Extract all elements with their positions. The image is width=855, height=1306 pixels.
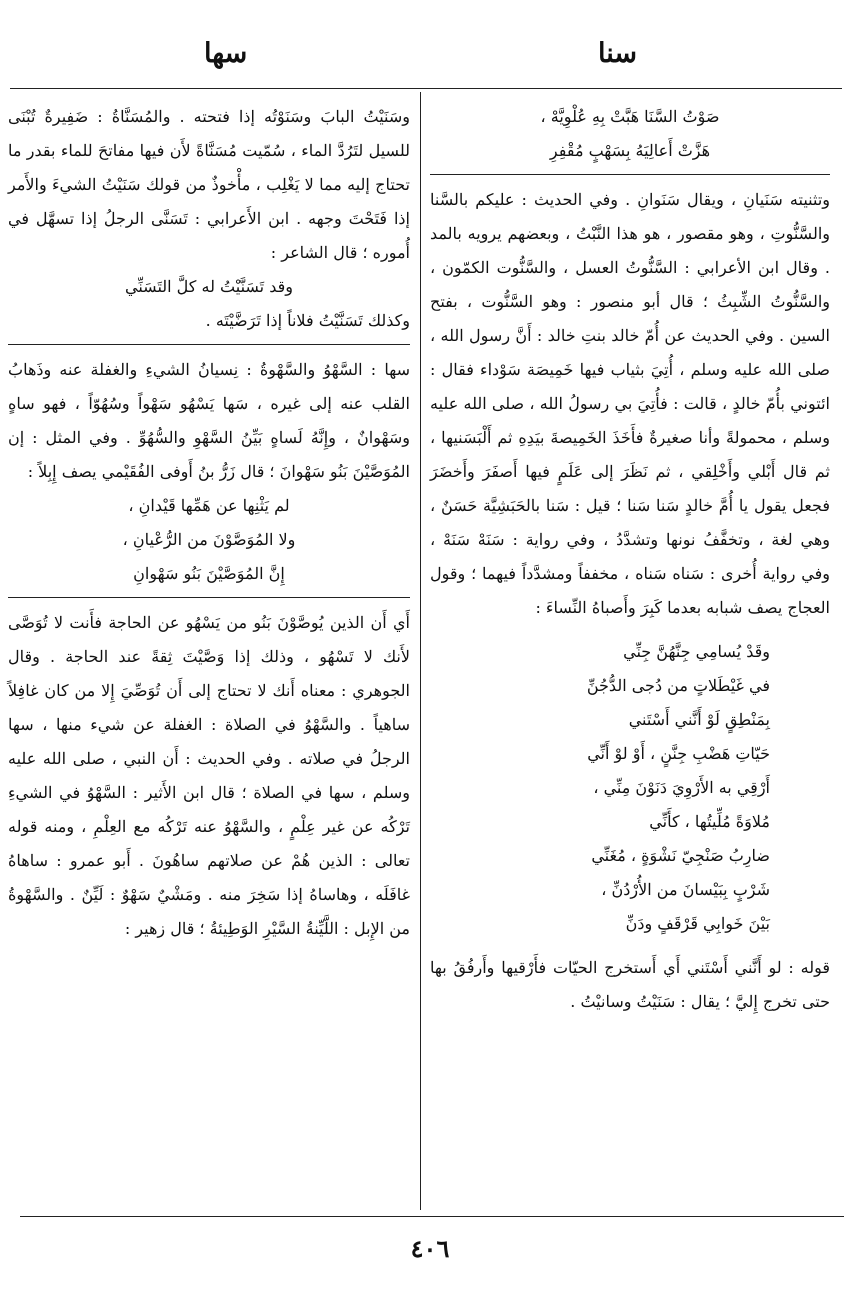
verse-line: لم يَثْنِها عن هَمِّها قَيْدانِ ، [128, 496, 290, 515]
verse-line: مُلاوَةً مُلِّيتُها ، كأَنِّي [649, 812, 770, 831]
verse-line: أَرْقِي به الأَرْوِيَ دَنَوْنَ مِنِّي ، [593, 778, 770, 797]
entry-paragraph: وكذلك تَسَنَّيْتُ فلاناً إذا تَرَضَّيْتَه . [205, 311, 410, 330]
entry-paragraph: قوله : لو أَنَّني أَسْتَني أَي أَستخرج الحيّات فأَرْقيها وأَرفُقُ بها حتى تخرج إِليَّ ؛ يقال : سَنَيْتُ وسانيْتُ . [430, 958, 830, 1011]
verse-line: شَرْبٍ بِبَيْسانَ من الأُرْدُنِّ ، [601, 880, 770, 899]
section-rule [430, 174, 830, 175]
right-column [430, 100, 830, 1019]
verse-line: ولا المُوَصَّوْنَ من الرُّعْيانِ ، [122, 530, 296, 549]
entry-paragraph: وسَنَيْتُ البابَ وسَنَوْتُه إذا فتحته . والمُسَنَّاةُ : ضَفِيرةٌ تُبْنَى للسيل لتَرُدَّ الماء ، سُمّيت مُسَنَّاةً لأَن فيها مفاتحَ للماء بقدر ما تحتاج إليه مما لا يَغْلِب ، مأْخوذٌ من قولك سَنَيْتُ الشيءَ والأَمر إذا فَتَحْتَ وجهه . ابن الأَعرابي : تَسَنَّى الرجلُ إذا تسهَّل في أُموره ؛ قال الشاعر : [8, 107, 411, 262]
entry-paragraph-saha: سها : السَّهْوُ والسَّهْوةُ : نِسيانُ الشيءِ والغفلة عنه وذَهابُ القلب عنه إلى غيره ، سَها يَسْهُو سَهْواً وسُهُوّاً ، فهو ساهٍ وسَهْوانٌ ، وإِنَّهُ لَساهٍ بَيِّنُ السَّهْوِ والسُّهُوِّ . وفي المثل : إن المُوَصَّيْنَ بَنُو سَهْوانَ ؛ قال زَرُّ بنُ أَوفى الفُقَيْمي يصف إِبِلاً : [8, 360, 410, 481]
page-number: ٤٠٦ [410, 1234, 450, 1263]
verse-line: وقَدْ يُسامِي جِنَّهُنَّ جِنِّي [623, 642, 770, 661]
left-column [8, 100, 410, 946]
verse-line: إِنَّ المُوَصَّيْنَ بَنُو سَهْوانِ [133, 564, 285, 583]
top-rule [10, 88, 842, 89]
entry-paragraph: أَي أَن الذين يُوصَّوْنَ بَنُو من يَسْهُو عن الحاجة فأَنت لا تُوَصَّى لأَنك لا تَسْهُو ، وذلك إذا وَصَّيْتَ ثِقةً عند الحاجة . وقال الجوهري : معناه أَنك لا تحتاج إلى أَن تُوَصِّيَ إِلا من كان غافِلاً ساهياً . والسَّهْوُ في الصلاة : الغفلة عن شيء منها ، سها الرجلُ في صلاته . وفي الحديث : أَن النبي ، صلى الله عليه وسلم ، سها في الصلاة ؛ قال ابن الأَثير : السَّهْوُ في الشيءِ تَرْكُه عن غير عِلْمٍ ، والسَّهْوُ عنه تَرْكُه مع العِلْمِ ، ومنه قوله تعالى : الذين هُمْ عن صلاتهم ساهُونَ . أَبو عمرو : ساهاهُ غافَلَه ، وهاساهُ إذا سَخِرَ منه . ومَشْيٌ سَهْوٌ : لَيِّنٌ . والسَّهْوةُ من الإِبل : اللَّيِّنةُ السَّيْرِ الوَطِيئةُ ؛ قال زهير : [8, 613, 410, 938]
entry-paragraph: وتثنيته سَنَيانِ ، ويقال سَنَوانِ . وفي الحديث : عليكم بالسَّنا والسَّنُّوتِ ، وهو مقصور ، هو هذا النَّبْتُ ، وبعضهم يرويه بالمد . وقال ابن الأعرابي : السَّنُّوتُ العسل ، والسَّنُّوت الكمّون ، والسَّنُّوتُ الشِّبِثُ ؛ قال أبو منصور : وهو السَّنُّوت ، بفتح السين . وفي الحديث عن أُمّ خالد بنتِ خالد : أَنَّ رسول الله ، صلى الله عليه وسلم ، أُتِيَ بثياب فيها خَمِيصَة سَوْداء فقال : ائتوني بأُمّ خالدٍ ، قالت : فأُتِيَ بي رسولُ الله ، صلى الله عليه وسلم ، محمولةً وأنا صغيرةٌ فأَخَذَ الخَمِيصةَ بيَدِهِ ثم أَلْبَسَنيها ، ثم قال أَبْلي وأَخْلِقي ، ثم نَظَرَ إلى عَلَمٍ فيها أَصفَرَ وأَخضَرَ فجعل يقول يا أُمَّ خالدٍ سَنا سَنا ؛ قيل : سَنا بالحَبَشِيَّة حَسَنٌ ، وهي لغة ، وتخفَّفُ نونها وتشدَّدُ ، وفي رواية : سَنَهْ سَنَهْ ، وفي رواية أُخرى : سَناه سَناه ، مخففاً ومشدَّداً فيهما ؛ وقول العجاج يصف شبابه بعدما كَبِرَ وأَصباهُ النِّساءَ : [430, 190, 831, 617]
column-divider [420, 92, 421, 1210]
verse-line: هَزَّتْ أَعالِيَهُ بِسَهْبٍ مُقْفِرِ [549, 141, 711, 160]
section-rule [8, 344, 410, 345]
verse-line: بِمَنْطِقٍ لَوْ أَنَّني أَسْتَني [628, 710, 770, 729]
running-header-left: سها [204, 38, 248, 69]
verse-line: في غَيْطَلاتٍ من دُجى الدُّجُنِّ [586, 676, 770, 695]
running-header-right: سنا [598, 38, 637, 69]
verse-line: صَوْتُ السَّنَا هَبَّتْ بِهِ عُلْوِيَّهْ ، [540, 107, 720, 126]
verse-line: وقد تَسَنَّيْتُ له كلَّ التَسَنِّي [125, 277, 293, 296]
verse-line: بَيْنَ خَوابِي قَرْقَفٍ ودَنِّ [625, 914, 770, 933]
bottom-rule [20, 1216, 844, 1217]
verse-line: حَيّاتِ هَضْبِ جِنَّنٍ ، أَوْ لوْ أَنِّي [587, 744, 770, 763]
section-rule [8, 597, 410, 598]
verse-line: ضارِبُ صَنْجِيّ نَشْوَةٍ ، مُغَنِّي [591, 846, 770, 865]
